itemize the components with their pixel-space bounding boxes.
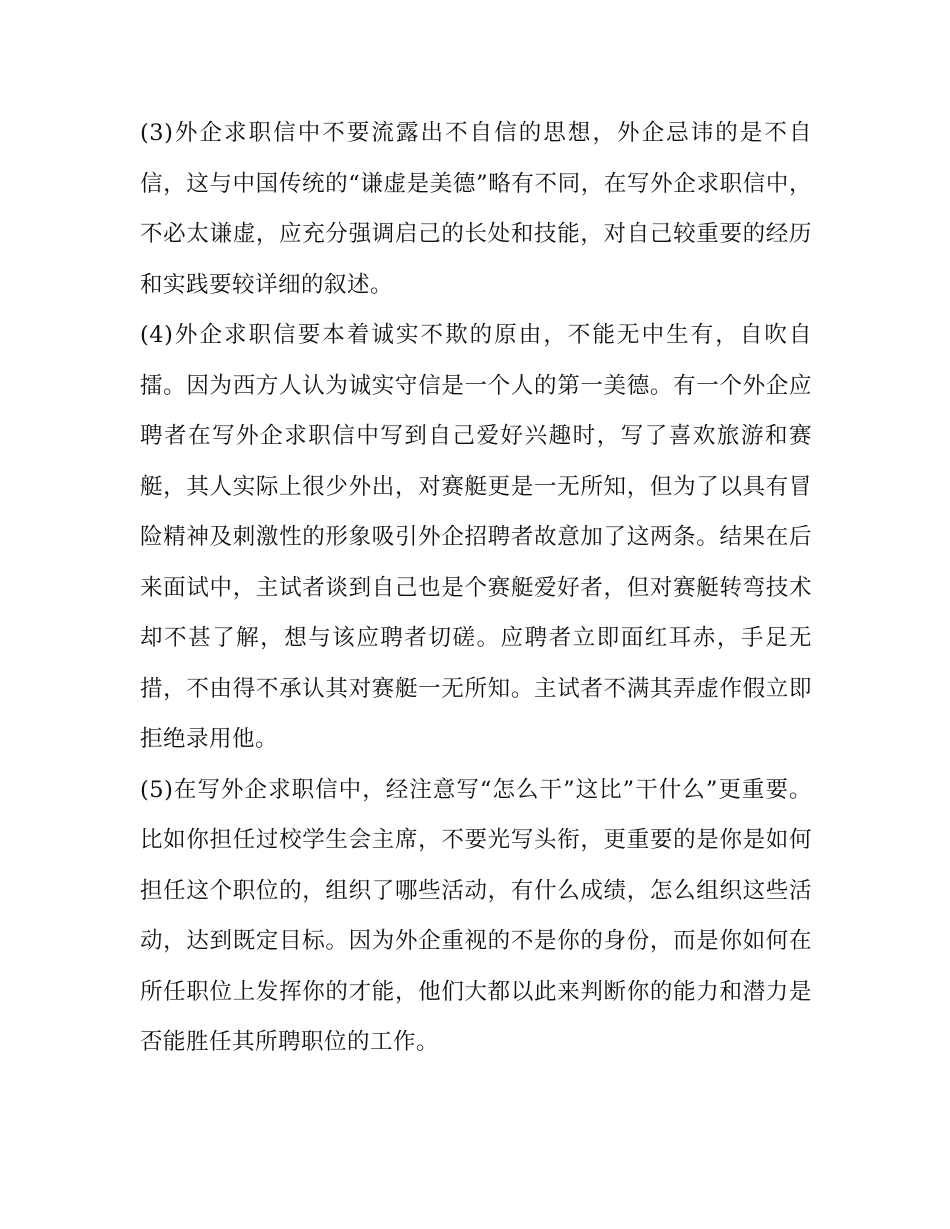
paragraph-4: (4)外企求职信要本着诚实不欺的原由，不能无中生有，自吹自擂。因为西方人认为诚实守信是一个人的第一美德。有一个外企应聘者在写外企求职信中写到自己爱好兴趣时，写了喜欢旅游和赛艇，其人实际上很少外出，对赛艇更是一无所知，但为了以具有冒险精神及刺激性的形象吸引外企招聘者故意加了这两条。结果在后来面试中，主试者谈到自己也是个赛艇爱好者，但对赛艇转弯技术却不甚了解，想与该应聘者切磋。应聘者立即面红耳赤，手足无措，不由得不承认其对赛艇一无所知。主试者不满其弄虚作假立即拒绝录用他。 <box>140 322 812 752</box>
paragraph-3: (3)外企求职信中不要流露出不自信的思想，外企忌讳的是不自信，这与中国传统的“谦虚是美德”略有不同，在写外企求职信中，不必太谦虚，应充分强调启己的长处和技能，对自己较重要的经历和实践要较详细的叙述。 <box>140 120 812 298</box>
paragraph-5: (5)在写外企求职信中，经注意写“怎么干”这比”干什么”更重要。比如你担任过校学生会主席，不要光写头衔，更重要的是你是如何担任这个职位的，组织了哪些活动，有什么成绩，怎么组织这些活动，达到既定目标。因为外企重视的不是你的身份，而是你如何在所任职位上发挥你的才能，他们大都以此来判断你的能力和潜力是否能胜任其所聘职位的工作。 <box>140 776 812 1055</box>
document-body <box>140 108 812 1068</box>
